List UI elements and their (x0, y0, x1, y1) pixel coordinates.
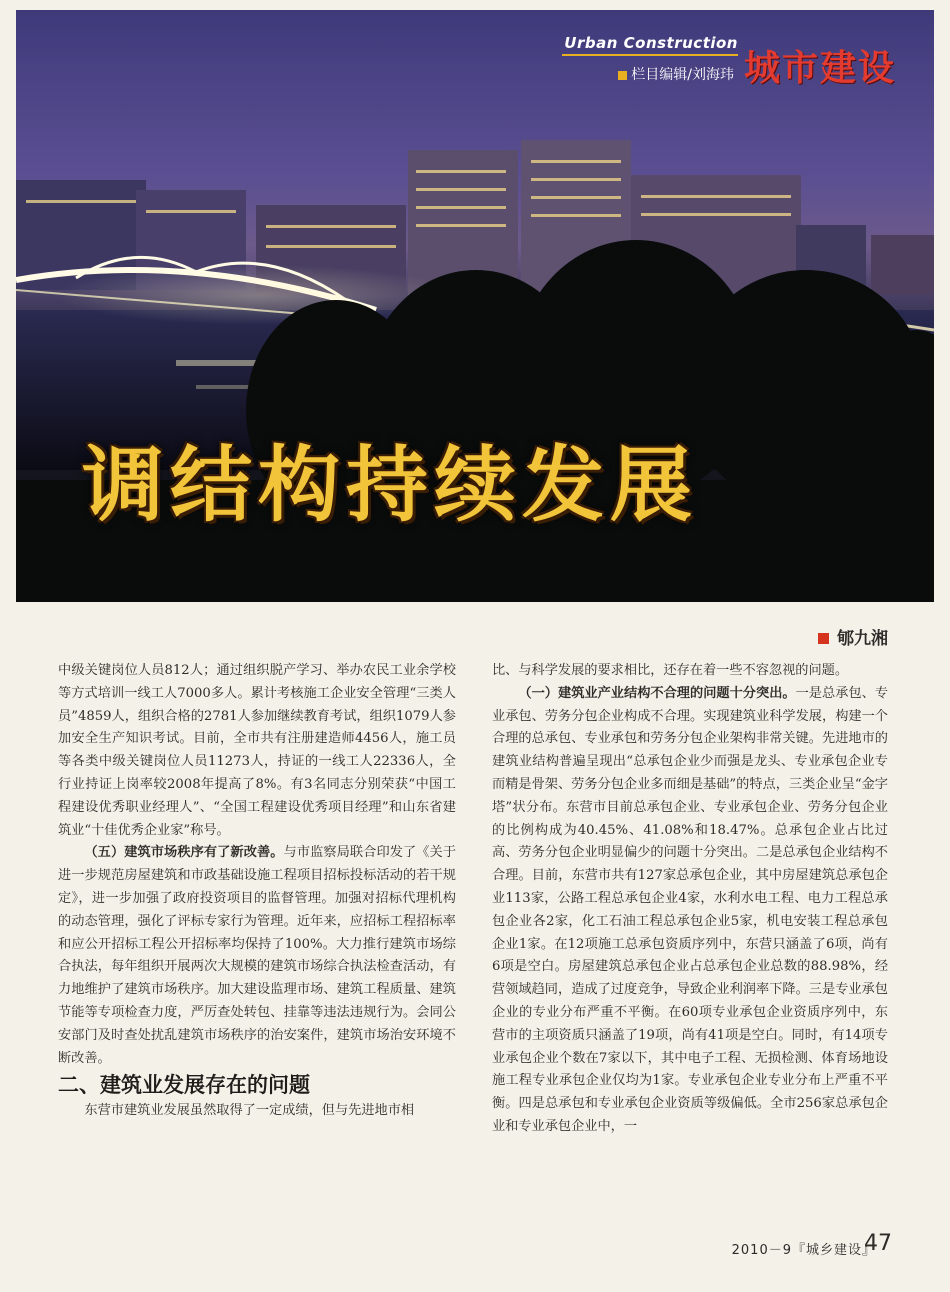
paragraph: 比、与科学发展的要求相比，还存在着一些不容忽视的问题。 (492, 663, 849, 678)
column-editor-text: 栏目编辑/刘海玮 (631, 67, 734, 83)
page-number: 47 (864, 1231, 892, 1256)
column-name-en: Urban Construction (564, 34, 738, 52)
right-column (492, 660, 888, 1139)
article-title: 调结构持续发展 (82, 438, 699, 533)
square-marker-icon (818, 633, 829, 644)
paragraph: 中级关键岗位人员812人；通过组织脱产学习、举办农民工业余学校等方式培训一线工人7000多人。累计考核施工企业安全管理“三类人员”4859人，组织合格的2781人参加继续教育考试，组织1079人参加安全生产知识考试。目前，全市共有注册建造师4456人，施工员等各类中级关键岗位人员11273人，持证的一线工人22336人，全行业持证上岗率较2008年提高了8%。有3名同志分别荣获“中国工程建设优秀职业经理人”、“全国工程建设优秀项目经理”和山东省建筑业“十佳优秀企业家”称号。 (58, 663, 456, 838)
issue-footer: 2010－9『城乡建设』 (731, 1243, 876, 1258)
left-column (58, 660, 456, 1123)
paragraph-body: 一是总承包、专业承包、劳务分包企业构成不合理。实现建筑业科学发展，构建一个合理的总承包、专业承包和劳务分包企业架构非常关键。先进地市的建筑业结构普遍呈现出“总承包企业少而强是龙头、专业承包企业专而精是骨架、劳务分包企业多而细是基础”的特点，三类企业呈“金字塔”状分布。东营市目前总承包企业、专业承包企业、劳务分包企业的比例构成为40.45%、41.08%和18.47%。总承包企业占比过高、劳务分包企业明显偏少的问题十分突出。二是总承包企业结构不合理。目前，东营市共有127家总承包企业，其中房屋建筑总承包企业113家，公路工程总承包企业4家，水利水电工程、电力工程总承包企业各2家，化工石油工程总承包企业5家，机电安装工程总承包企业1家。在12项施工总承包资质序列中，东营只涵盖了6项，尚有6项是空白。房屋建筑总承包企业占总承包企业总数的88.98%，经营领域趋同，造成了过度竞争，导致企业利润率下降。三是专业承包企业的专业分布严重不平衡。在60项专业承包企业资质序列中，东营市的主项资质只涵盖了19项，尚有41项是空白。同时，有14项专业承包企业个数在7家以下，其中电子工程、无损检测、体育场地设施工程专业承包企业仅均为1家。专业承包企业专业分布上严重不平衡。四是总承包和专业承包企业资质等级偏低。全市256家总承包企业和专业承包企业中，一 (492, 685, 889, 1134)
hero-photo (16, 10, 934, 602)
column-editor (618, 64, 734, 84)
column-name-cn: 城市建设 (743, 48, 896, 89)
author-line (818, 624, 888, 649)
paragraph: 东营市建筑业发展虽然取得了一定成绩，但与先进地市相 (84, 1103, 415, 1119)
paragraph-heading: （一）建筑业产业结构不合理的问题十分突出。 (518, 685, 796, 701)
author-name: 郇九湘 (837, 629, 888, 649)
paragraph (492, 683, 888, 1139)
paragraph-heading: （五）建筑市场秩序有了新改善。 (84, 845, 284, 861)
paragraph-body: 与市监察局联合印发了《关于进一步规范房屋建筑和市政基础设施工程项目招标投标活动的若干规定》，进一步加强了政府投资项目的监督管理。加强对招标代理机构的动态管理，强化了评标专家行为管理。近年来，应招标工程招标率和应公开招标工程公开招标率均保持了100%。大力推行建筑市场综合执法，每年组织开展两次大规模的建筑市场综合执法检查活动，有力地维护了建筑市场秩序。加大建设监理市场、建筑工程质量、建筑节能等专项检查力度，严厉查处转包、挂靠等违法违规行为。会同公安部门及时查处扰乱建筑市场秩序的治安案件，建筑市场治安环境不断改善。 (58, 845, 457, 1066)
section-heading: 二、建筑业发展存在的问题 (58, 1073, 310, 1098)
square-marker-icon (618, 71, 627, 80)
paragraph (58, 842, 456, 1070)
column-rule (562, 54, 738, 56)
